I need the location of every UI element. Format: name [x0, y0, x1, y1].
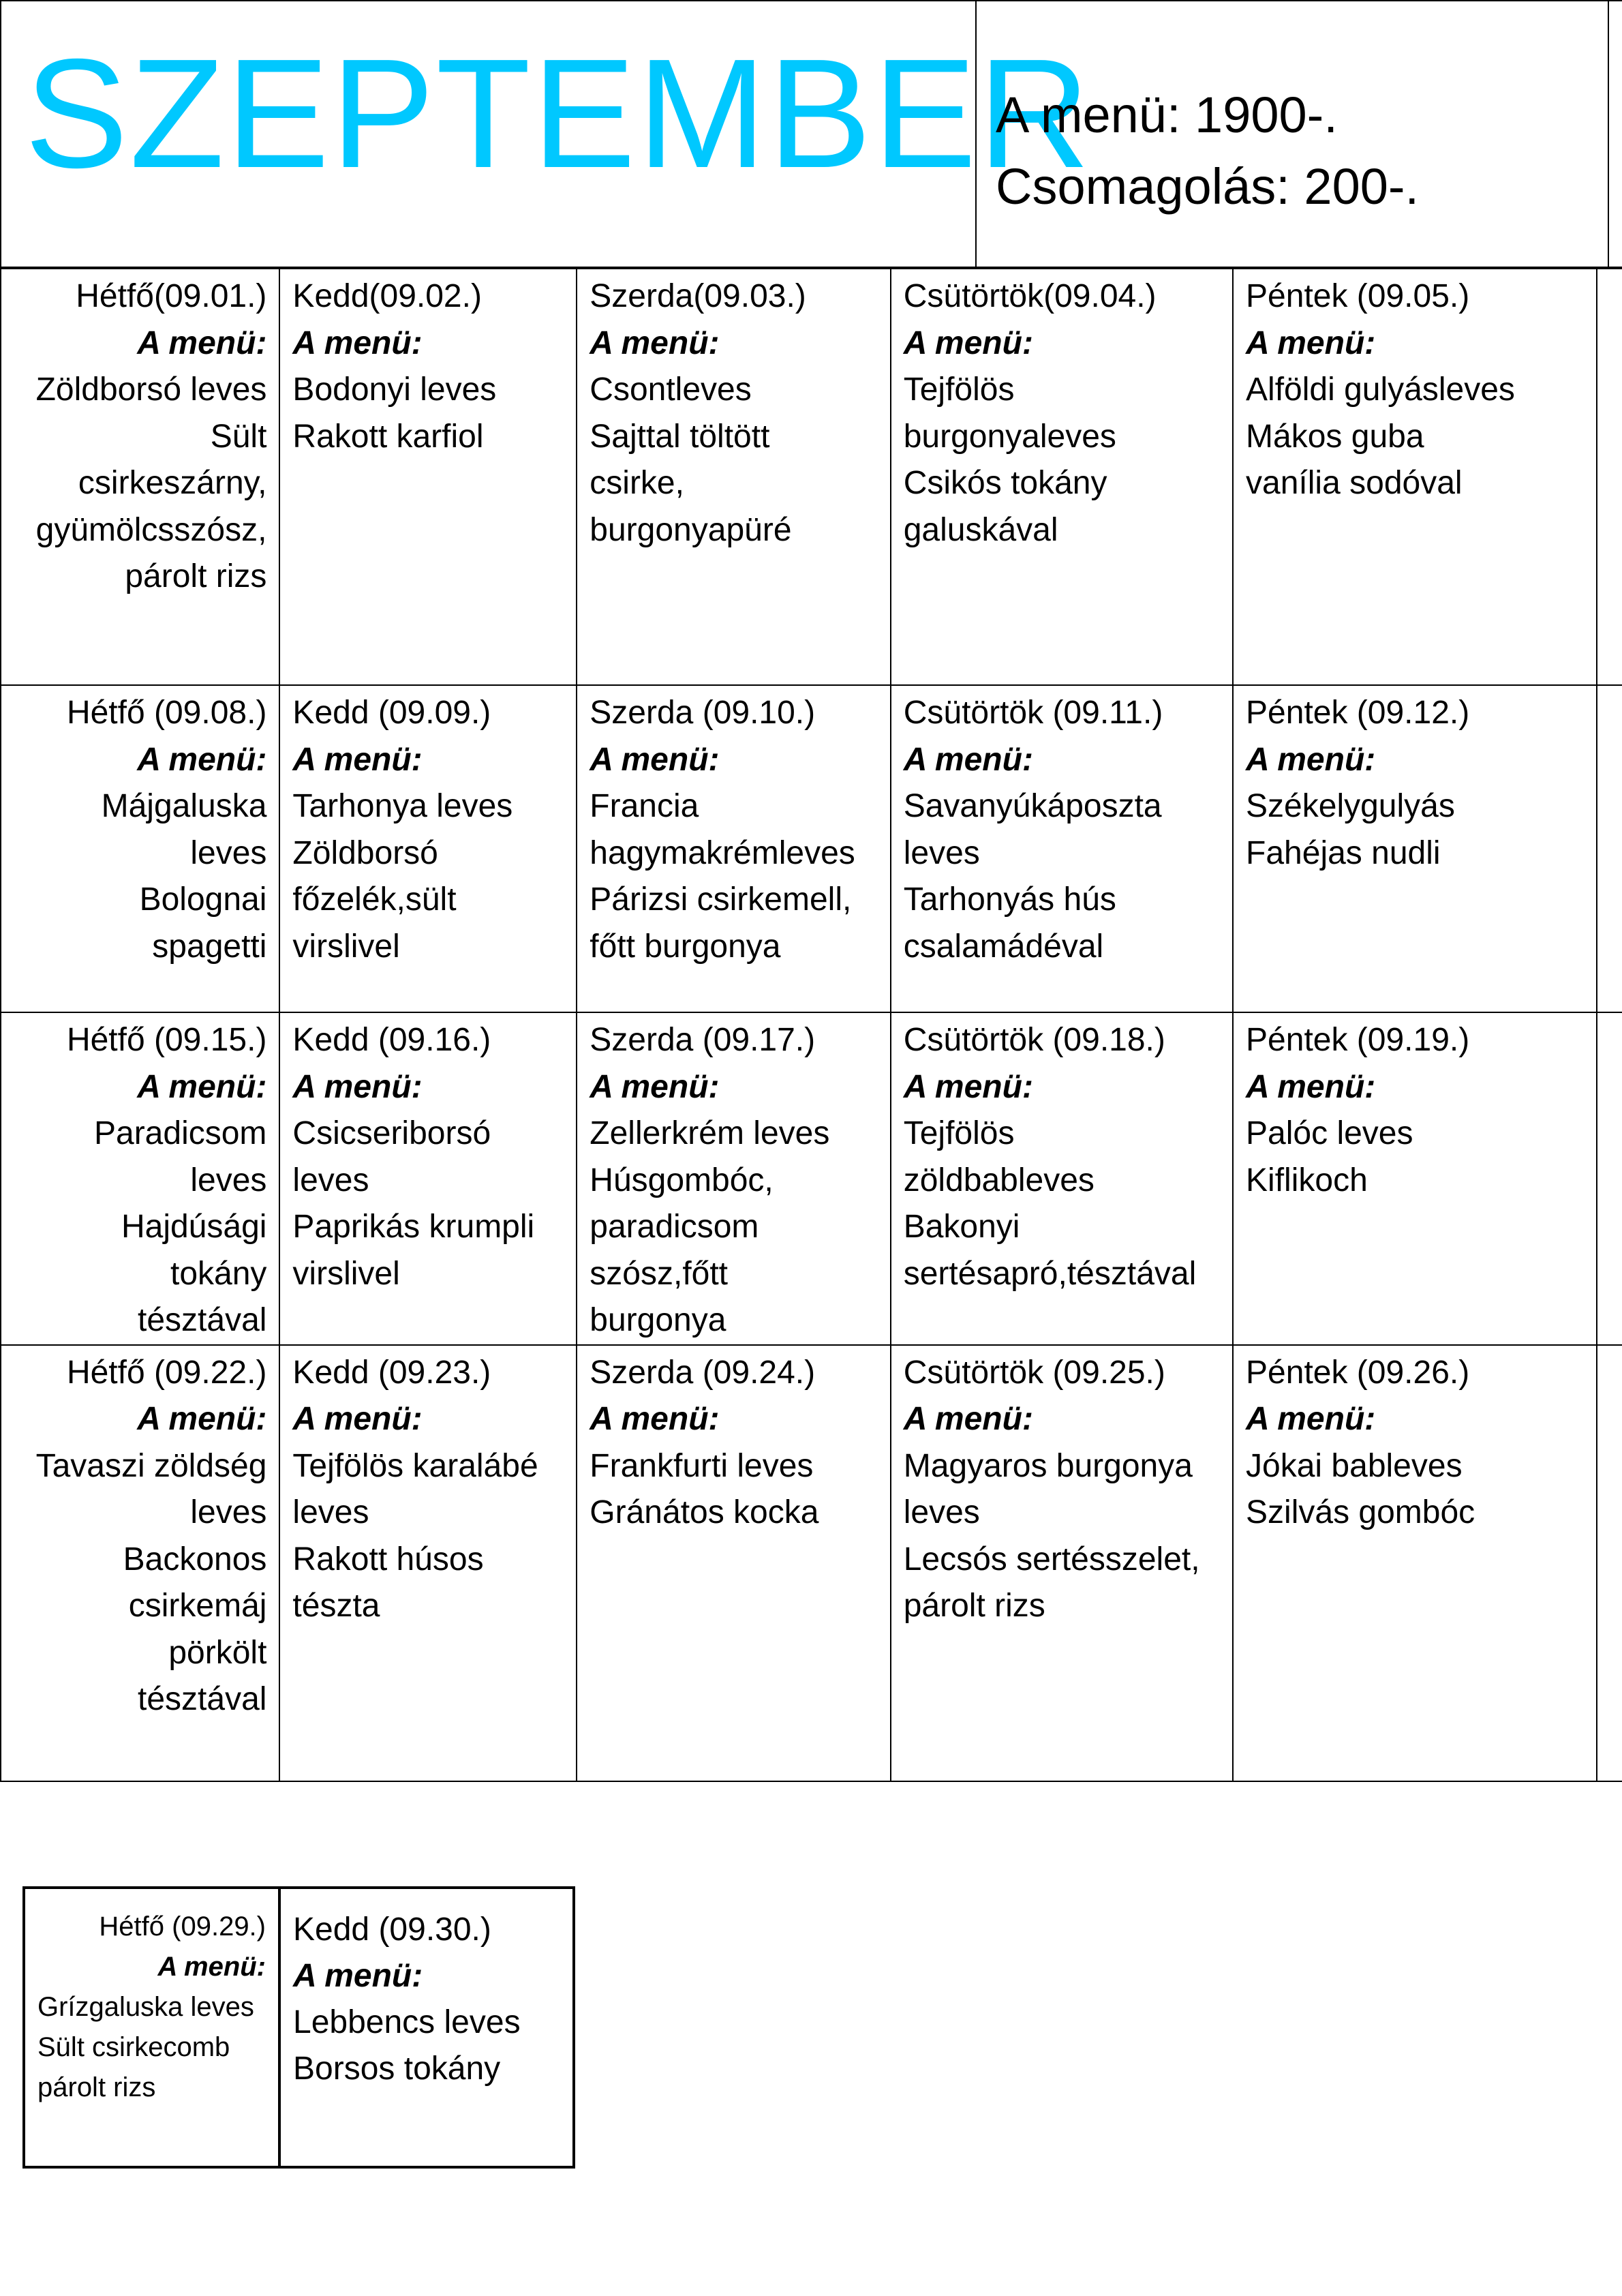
dish-line: galuskával	[903, 511, 1058, 548]
dish-line: Paradicsom	[93, 1115, 267, 1151]
row-right-stub	[1597, 269, 1622, 685]
dish-line: Zellerkrém leves	[590, 1115, 830, 1151]
day-title: Hétfő (09.29.)	[99, 1912, 266, 1942]
day-title: Hétfő (09.08.)	[66, 695, 267, 731]
dish-line: Sült	[210, 418, 267, 455]
menu-label: A menü:	[590, 324, 720, 361]
day-cell-monday-0929	[24, 1888, 279, 2167]
day-title: Szerda (09.10.)	[590, 695, 816, 731]
menu-label: A menü:	[157, 1952, 266, 1982]
dish-line: Alföldi gulyásleves	[1246, 372, 1515, 408]
day-title: Kedd (09.09.)	[292, 695, 491, 731]
day-title: Szerda (09.24.)	[590, 1354, 816, 1391]
day-cell-thursday	[891, 685, 1233, 1012]
day-cell-monday	[1, 269, 279, 685]
day-title: Péntek (09.26.)	[1246, 1354, 1470, 1391]
dish-line: Mákos guba	[1246, 418, 1424, 455]
dish-line: Borsos tokány	[293, 2051, 501, 2087]
day-cell-wednesday	[577, 685, 890, 1012]
dish-line: Rakott karfiol	[292, 418, 484, 455]
dish-line: Bakonyi	[903, 1209, 1020, 1245]
menu-label: A menü:	[903, 324, 1033, 361]
dish-line: Tejfölös karalábé	[292, 1447, 538, 1484]
dish-line: Gránátos kocka	[590, 1494, 819, 1530]
dish-line: szósz,főtt	[590, 1255, 729, 1292]
dish-line: Tejfölös	[903, 1115, 1015, 1151]
dish-line: sertésapró,tésztával	[903, 1255, 1197, 1292]
day-cell-wednesday	[577, 269, 890, 685]
dish-line: csirkemáj	[128, 1588, 267, 1624]
day-title: Szerda (09.17.)	[590, 1022, 816, 1058]
dish-line: leves	[903, 1494, 980, 1530]
dish-line: csirke,	[590, 465, 684, 501]
day-cell-tuesday	[279, 1345, 577, 1781]
day-cell-tuesday-0930	[279, 1888, 574, 2167]
dish-line: csirkeszárny,	[78, 465, 267, 501]
dish-line: leves	[190, 1494, 267, 1530]
day-title: Kedd (09.30.)	[293, 1912, 491, 1948]
header-title-cell	[0, 0, 1092, 268]
day-cell-friday	[1233, 1345, 1597, 1781]
day-title: Péntek (09.05.)	[1246, 278, 1470, 314]
dish-line: Tarhonya leves	[292, 788, 513, 824]
dish-line: tésztával	[138, 1681, 267, 1717]
dish-line: Lebbencs leves	[293, 2004, 521, 2040]
week-row-1	[1, 269, 1622, 685]
extra-days-table	[22, 1886, 575, 2169]
dish-line: Májgaluska	[101, 788, 267, 824]
header-right-stub	[1608, 0, 1622, 268]
dish-line: Grízgaluska leves	[37, 1992, 254, 2022]
dish-line: Paprikás krumpli	[292, 1209, 535, 1245]
day-cell-wednesday	[577, 1012, 890, 1345]
dish-line: tokány	[170, 1255, 267, 1292]
menu-label: A menü:	[903, 741, 1033, 778]
dish-line: Tarhonyás hús	[903, 881, 1116, 918]
day-title: Kedd(09.02.)	[292, 278, 482, 314]
dish-line: Lecsós sertésszelet,	[903, 1541, 1200, 1577]
day-title: Hétfő (09.22.)	[66, 1354, 267, 1391]
day-cell-monday	[1, 1012, 279, 1345]
dish-line: Rakott húsos	[292, 1541, 484, 1577]
dish-line: Csontleves	[590, 372, 752, 408]
menu-label: A menü:	[590, 1401, 720, 1437]
dish-line: Backonos	[123, 1541, 267, 1577]
day-cell-friday	[1233, 269, 1597, 685]
dish-line: párolt rizs	[125, 558, 267, 594]
dish-line: párolt rizs	[903, 1588, 1045, 1624]
day-title: Péntek (09.12.)	[1246, 695, 1470, 731]
dish-line: Csicseriborsó	[292, 1115, 491, 1151]
dish-line: pörkölt	[168, 1634, 267, 1671]
menu-price: A menü: 1900-.	[996, 87, 1338, 143]
dish-line: leves	[903, 834, 980, 871]
dish-line: Jókai bableves	[1246, 1447, 1463, 1484]
dish-line: Bolognai	[139, 881, 267, 918]
menu-label: A menü:	[137, 324, 267, 361]
dish-line: hagymakrémleves	[590, 834, 855, 871]
dish-line: vanília sodóval	[1246, 465, 1463, 501]
day-cell-tuesday	[279, 269, 577, 685]
dish-line: tészta	[292, 1588, 380, 1624]
menu-label: A menü:	[590, 741, 720, 778]
dish-line: Frankfurti leves	[590, 1447, 814, 1484]
dish-line: leves	[190, 1162, 267, 1198]
day-title: Kedd (09.23.)	[292, 1354, 491, 1391]
header-price-cell	[975, 0, 1609, 268]
dish-line: virslivel	[292, 928, 400, 965]
dish-line: Bodonyi leves	[292, 372, 497, 408]
row-right-stub	[1597, 1012, 1622, 1345]
day-title: Péntek (09.19.)	[1246, 1022, 1470, 1058]
day-cell-friday	[1233, 685, 1597, 1012]
day-cell-wednesday	[577, 1345, 890, 1781]
dish-line: burgonyapüré	[590, 511, 792, 548]
dish-line: gyümölcsszósz,	[35, 511, 267, 548]
menu-label: A menü:	[1246, 741, 1376, 778]
day-title: Hétfő (09.15.)	[66, 1022, 267, 1058]
dish-line: spagetti	[152, 928, 267, 965]
dish-line: Zöldborsó leves	[35, 372, 267, 408]
packaging-price: Csomagolás: 200-.	[996, 158, 1420, 215]
menu-label: A menü:	[292, 324, 423, 361]
day-cell-monday	[1, 1345, 279, 1781]
menu-label: A menü:	[137, 1068, 267, 1105]
day-cell-friday	[1233, 1012, 1597, 1345]
dish-line: Magyaros burgonya	[903, 1447, 1193, 1484]
dish-line: Francia	[590, 788, 699, 824]
dish-line: virslivel	[292, 1255, 400, 1292]
menu-label: A menü:	[903, 1068, 1033, 1105]
dish-line: burgonya	[590, 1302, 726, 1338]
menu-label: A menü:	[1246, 1068, 1376, 1105]
day-cell-thursday	[891, 1012, 1233, 1345]
row-right-stub	[1597, 685, 1622, 1012]
menu-label: A menü:	[137, 1401, 267, 1437]
menu-label: A menü:	[292, 1068, 423, 1105]
menu-label: A menü:	[293, 1958, 423, 1994]
dish-line: leves	[190, 834, 267, 871]
dish-line: Tejfölös	[903, 372, 1015, 408]
dish-line: leves	[292, 1162, 369, 1198]
menu-label: A menü:	[292, 1401, 423, 1437]
day-title: Csütörtök (09.25.)	[903, 1354, 1165, 1391]
dish-line: Párizsi csirkemell,	[590, 881, 852, 918]
menu-label: A menü:	[292, 741, 423, 778]
day-title: Csütörtök (09.11.)	[903, 695, 1163, 731]
day-cell-tuesday	[279, 685, 577, 1012]
menu-label: A menü:	[137, 741, 267, 778]
dish-line: Húsgombóc,	[590, 1162, 774, 1198]
month-title: SZEPTEMBER	[25, 27, 1092, 200]
day-cell-monday	[1, 685, 279, 1012]
dish-line: Sajttal töltött	[590, 418, 770, 455]
week-row-3	[1, 1012, 1622, 1345]
day-cell-thursday	[891, 1345, 1233, 1781]
dish-line: burgonyaleves	[903, 418, 1116, 455]
week-row-4	[1, 1345, 1622, 1781]
day-cell-tuesday	[279, 1012, 577, 1345]
dish-line: párolt rizs	[37, 2072, 156, 2102]
dish-line: csalamádéval	[903, 928, 1104, 965]
menu-label: A menü:	[1246, 1401, 1376, 1437]
day-title: Hétfő(09.01.)	[76, 278, 267, 314]
day-cell-thursday	[891, 269, 1233, 685]
dish-line: Tavaszi zöldség	[35, 1447, 267, 1484]
dish-line: paradicsom	[590, 1209, 759, 1245]
extra-row	[24, 1888, 574, 2167]
menu-label: A menü:	[903, 1401, 1033, 1437]
day-title: Kedd (09.16.)	[292, 1022, 491, 1058]
week-row-2	[1, 685, 1622, 1012]
dish-line: zöldbableves	[903, 1162, 1095, 1198]
dish-line: főzelék,sült	[292, 881, 457, 918]
dish-line: tésztával	[138, 1302, 267, 1338]
dish-line: Székelygulyás	[1246, 788, 1455, 824]
day-title: Csütörtök (09.18.)	[903, 1022, 1165, 1058]
day-title: Csütörtök(09.04.)	[903, 278, 1157, 314]
row-right-stub	[1597, 1345, 1622, 1781]
dish-line: Hajdúsági	[121, 1209, 267, 1245]
dish-line: Fahéjas nudli	[1246, 834, 1441, 871]
menu-label: A menü:	[1246, 324, 1376, 361]
dish-line: Sült csirkecomb	[37, 2032, 230, 2062]
dish-line: Savanyúkáposzta	[903, 788, 1162, 824]
dish-line: Zöldborsó	[292, 834, 438, 871]
dish-line: főtt burgonya	[590, 928, 781, 965]
dish-line: Palóc leves	[1246, 1115, 1413, 1151]
dish-line: Csikós tokány	[903, 465, 1107, 501]
weekly-menu-table	[0, 268, 1622, 1782]
dish-line: leves	[292, 1494, 369, 1530]
dish-line: Kiflikoch	[1246, 1162, 1368, 1198]
day-title: Szerda(09.03.)	[590, 278, 806, 314]
dish-line: Szilvás gombóc	[1246, 1494, 1475, 1530]
menu-label: A menü:	[590, 1068, 720, 1105]
